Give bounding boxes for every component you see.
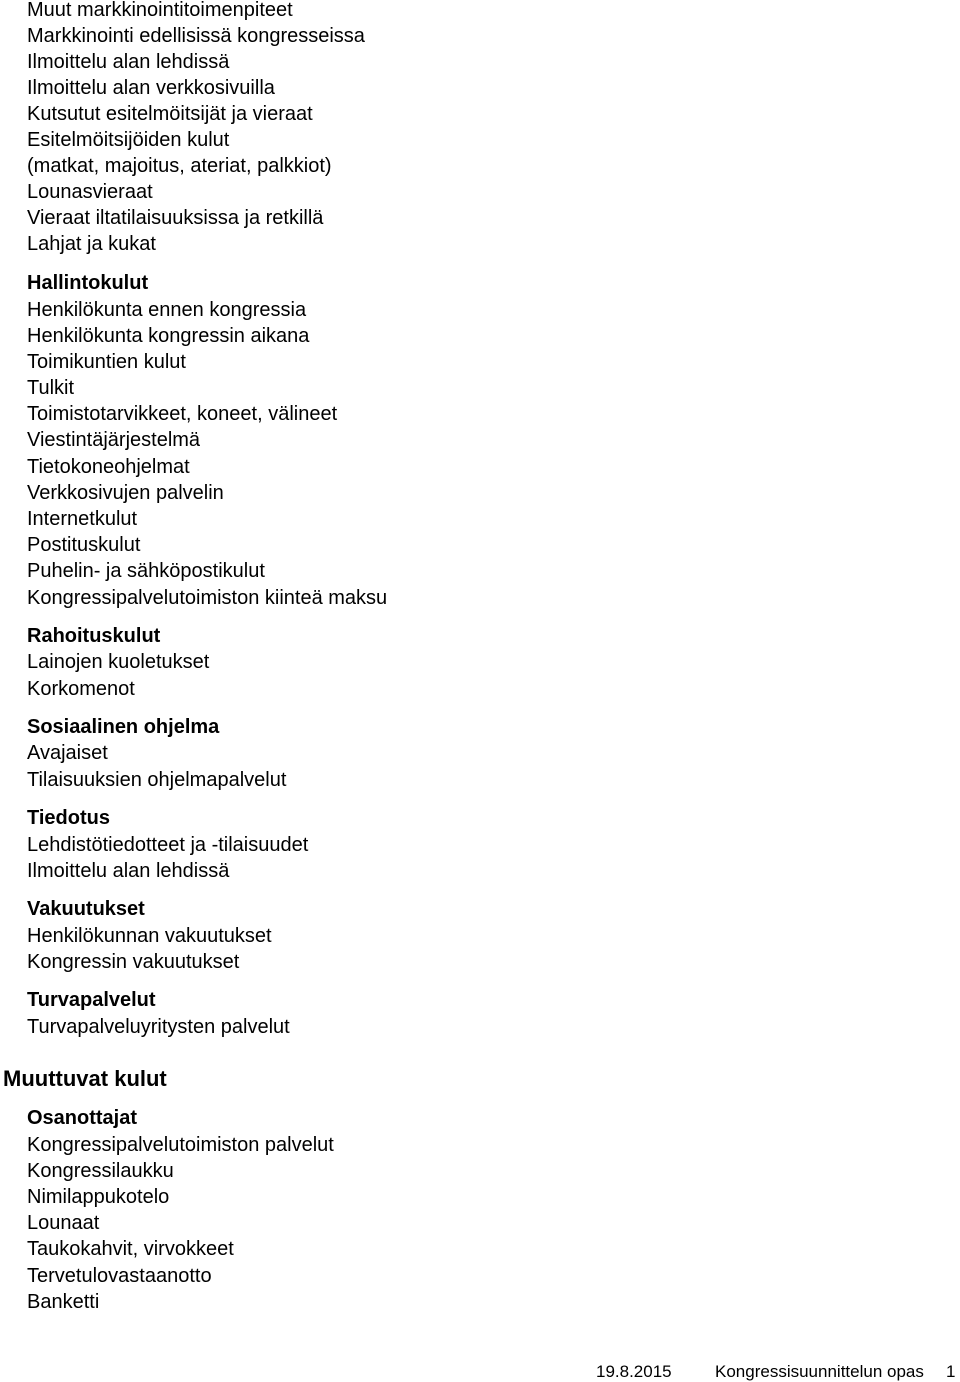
line-postituskulut: Postituskulut xyxy=(27,534,141,556)
line-ohjelmapalvelut: Tilaisuuksien ohjelmapalvelut xyxy=(27,769,287,791)
line-matkat-majoitus: (matkat, majoitus, ateriat, palkkiot) xyxy=(27,155,332,177)
line-banketti: Banketti xyxy=(27,1291,100,1313)
line-tervetulovastaanotto: Tervetulovastaanotto xyxy=(27,1265,212,1287)
line-ilmoittelu-verkkosivuilla: Ilmoittelu alan verkkosivuilla xyxy=(27,77,275,99)
line-toimikuntien-kulut: Toimikuntien kulut xyxy=(27,351,186,373)
line-lounaat: Lounaat xyxy=(27,1212,100,1234)
line-internetkulut: Internetkulut xyxy=(27,508,138,530)
line-korkomenot: Korkomenot xyxy=(27,678,135,700)
line-lainojen-kuoletukset: Lainojen kuoletukset xyxy=(27,651,210,673)
line-lahjat-ja-kukat: Lahjat ja kukat xyxy=(27,233,156,255)
line-markkinointi-edellisissa: Markkinointi edellisissä kongresseissa xyxy=(27,25,365,47)
line-tulkit: Tulkit xyxy=(27,377,75,399)
line-tietokoneohjelmat: Tietokoneohjelmat xyxy=(27,456,190,478)
line-nimilappukotelo: Nimilappukotelo xyxy=(27,1186,170,1208)
line-kongressipalvelutoimiston-palvelut: Kongressipalvelutoimiston palvelut xyxy=(27,1134,334,1156)
line-kutsutut-esitelmoitsijat: Kutsutut esitelmöitsijät ja vieraat xyxy=(27,103,313,125)
line-puhelin-sahkoposti: Puhelin- ja sähköpostikulut xyxy=(27,560,265,582)
line-viestintajarjestelma: Viestintäjärjestelmä xyxy=(27,429,201,451)
line-lehdistotiedotteet: Lehdistötiedotteet ja -tilaisuudet xyxy=(27,834,309,856)
line-toimistotarvikkeet: Toimistotarvikkeet, koneet, välineet xyxy=(27,403,338,425)
line-henkilokunta-aikana: Henkilökunta kongressin aikana xyxy=(27,325,310,347)
line-verkkosivujen-palvelin: Verkkosivujen palvelin xyxy=(27,482,224,504)
line-turvapalveluyritysten-palvelut: Turvapalveluyritysten palvelut xyxy=(27,1016,290,1038)
heading-hallintokulut: Hallintokulut xyxy=(27,272,149,294)
line-ilmoittelu-lehdissa: Ilmoittelu alan lehdissä xyxy=(27,51,230,73)
footer-title: Kongressisuunnittelun opas xyxy=(715,1362,924,1381)
line-muut-markkinointitoimenpiteet: Muut markkinointitoimenpiteet xyxy=(27,0,293,21)
footer-page-number: 1 xyxy=(946,1362,956,1381)
line-taukokahvit: Taukokahvit, virvokkeet xyxy=(27,1238,234,1260)
heading-turvapalvelut: Turvapalvelut xyxy=(27,989,156,1011)
heading-vakuutukset: Vakuutukset xyxy=(27,898,145,920)
line-ilmoittelu-lehdissa-2: Ilmoittelu alan lehdissä xyxy=(27,860,230,882)
line-henkilokunta-ennen: Henkilökunta ennen kongressia xyxy=(27,299,307,321)
line-esitelmoitsijoiden-kulut: Esitelmöitsijöiden kulut xyxy=(27,129,230,151)
line-kongressilaukku: Kongressilaukku xyxy=(27,1160,174,1182)
footer-date: 19.8.2015 xyxy=(596,1362,672,1381)
line-kiintea-maksu: Kongressipalvelutoimiston kiinteä maksu xyxy=(27,587,388,609)
heading-rahoituskulut: Rahoituskulut xyxy=(27,625,161,647)
line-avajaiset: Avajaiset xyxy=(27,742,108,764)
line-vieraat-iltatilaisuuksissa: Vieraat iltatilaisuuksissa ja retkillä xyxy=(27,207,324,229)
heading-tiedotus: Tiedotus xyxy=(27,807,110,829)
heading-sosiaalinen-ohjelma: Sosiaalinen ohjelma xyxy=(27,716,220,738)
line-kongressin-vakuutukset: Kongressin vakuutukset xyxy=(27,951,240,973)
line-henkilokunnan-vakuutukset: Henkilökunnan vakuutukset xyxy=(27,925,272,947)
heading-osanottajat: Osanottajat xyxy=(27,1107,138,1129)
line-lounasvieraat: Lounasvieraat xyxy=(27,181,153,203)
heading-muuttuvat-kulut: Muuttuvat kulut xyxy=(3,1066,167,1091)
